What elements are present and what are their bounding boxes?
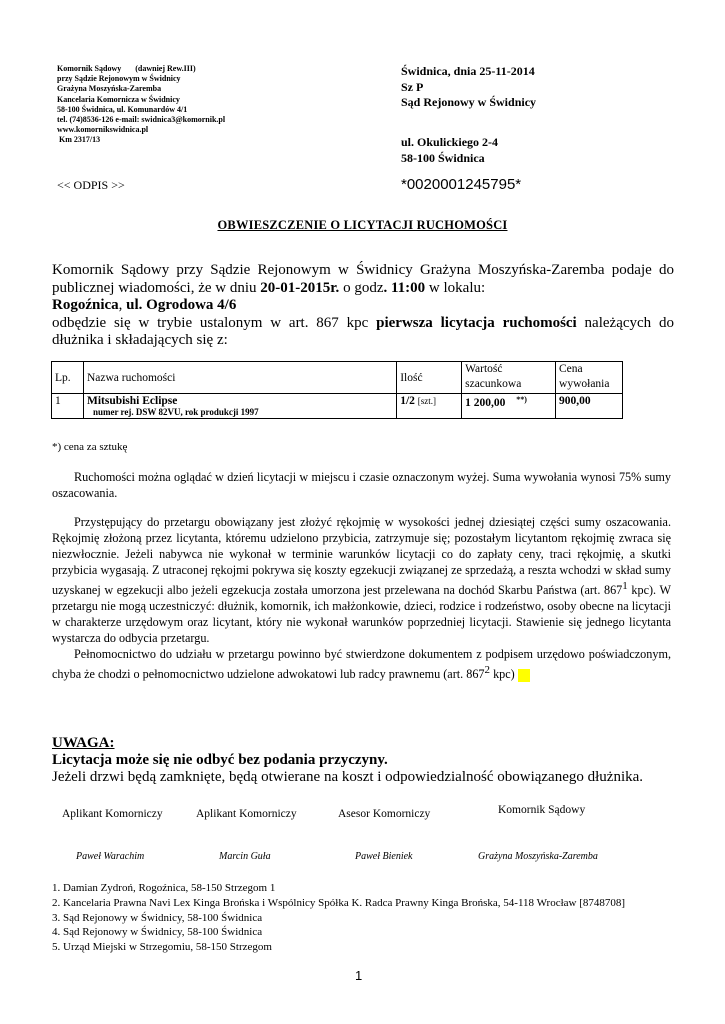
header-line: 58-100 Świdnica, ul. Komunardów 4/1: [57, 104, 188, 114]
item-price: 900,00: [559, 395, 591, 407]
proxy-text: kpc): [490, 667, 515, 682]
header-line: Komornik Sądowy (dawniej Rew.III): [57, 64, 196, 73]
warning-line: Jeżeli drzwi będą zamknięte, będą otwierane na koszt i odpowiedzialność obowiązanego dłużnika.: [52, 769, 644, 785]
list-item: 2. Kancelaria Prawna Navi Lex Kinga Brońska i Wspólnicy Spółka K. Radca Prawny Kinga Brońska, 54-118 Wrocław [8748708]: [52, 896, 626, 909]
deposit-paragraph: [52, 514, 671, 646]
item-name: Mitsubishi Eclipse: [86, 395, 178, 407]
items-table: [51, 361, 623, 419]
copy-label: << ODPIS >>: [57, 178, 125, 192]
proxy-paragraph: [52, 646, 671, 682]
intro-text: w lokalu:: [425, 279, 486, 296]
table-row: [52, 394, 623, 419]
bailiff-header: [57, 64, 225, 146]
header-name: Nazwa ruchomości: [83, 362, 396, 394]
date-and-recipient: [401, 64, 536, 111]
intro-text: należących do dłużnika i składających się z:: [52, 314, 674, 348]
proxy-text: Pełnomocnictwo do udziału w przetargu powinno być stwierdzone dokumentem z podpisem urzędowo poświadczonym, chyba że chodzi o pełnomocnictwo udzielone adwokatowi lub radcy prawnemu (art. 867: [52, 647, 671, 682]
document-title: OBWIESZCZENIE O LICYTACJI RUCHOMOŚCI: [217, 218, 508, 232]
signature-name: Paweł Bieniek: [355, 851, 413, 862]
signature-role: Aplikant Komorniczy: [196, 808, 297, 820]
auction-date: 20-01-2015r.: [260, 279, 340, 296]
barcode-text: *0020001245795*: [401, 176, 522, 193]
header-value-line: szacunkowa: [465, 378, 522, 390]
header-value-line: Wartość: [465, 363, 503, 375]
recipient-line: Sz P: [401, 79, 424, 94]
highlight-marker: [518, 669, 530, 682]
item-qty-unit: [szt.]: [417, 396, 437, 406]
article-superscript: 1: [622, 580, 628, 592]
location-separator: ,: [118, 297, 127, 313]
signature-role: Asesor Komorniczy: [338, 808, 431, 820]
auction-type: pierwsza licytacja ruchomości: [376, 314, 577, 331]
table-header-row: [52, 362, 623, 394]
date-line: Świdnica, dnia 25-11-2014: [401, 64, 535, 78]
signature-role: Aplikant Komorniczy: [62, 808, 163, 820]
case-number: Km 2317/13: [57, 135, 101, 145]
address-street: ul. Okulickiego 2-4: [401, 135, 499, 149]
header-lp: Lp.: [52, 362, 84, 394]
article-superscript: 2: [484, 664, 491, 677]
list-item: 1. Damian Zydroń, Rogoźnica, 58-150 Strzegom 1: [52, 882, 276, 894]
value-footnote-mark: **): [516, 395, 527, 404]
footnote: *) cena za sztukę: [52, 441, 128, 453]
header-price-line: Cena: [559, 363, 583, 375]
address-city: 58-100 Świdnica: [401, 150, 485, 165]
signature-role: Komornik Sądowy: [498, 804, 586, 816]
header-qty: Ilość: [397, 362, 462, 394]
header-price-line: wywołania: [559, 378, 610, 390]
item-details: numer rej. DSW 82VU, rok produkcji 1997: [92, 407, 259, 417]
header-line: www.komornikswidnica.pl: [57, 125, 149, 135]
list-item: 5. Urząd Miejski w Strzegomiu, 58-150 Strzegom: [52, 941, 272, 954]
cell-name: [83, 394, 396, 419]
header-line: Kancelaria Komornicza w Świdnicy: [57, 94, 180, 104]
auction-street: ul. Ogrodowa 4/6: [126, 297, 237, 313]
signature-name: Grażyna Moszyńska-Zaremba: [478, 851, 598, 862]
list-item: 3. Sąd Rejonowy w Świdnicy, 58-100 Świdnica: [52, 911, 263, 924]
cell-price: [556, 394, 623, 419]
cell-lp: 1: [52, 394, 84, 419]
item-qty: 1/2: [400, 395, 415, 407]
list-item: 4. Sąd Rejonowy w Świdnicy, 58-100 Świdnica: [52, 926, 263, 939]
warning-line: Licytacja może się nie odbyć bez podania przyczyny.: [52, 752, 388, 768]
recipient-line: Sąd Rejonowy w Świdnicy: [401, 95, 537, 109]
header-line: tel. (74)8536-126 e-mail: swidnica3@komornik.pl: [57, 115, 226, 125]
cell-qty: [397, 394, 462, 419]
distribution-list: [52, 881, 642, 955]
warning-block: [52, 735, 643, 786]
auction-time: . 11:00: [383, 279, 426, 296]
item-value: 1 200,00: [465, 397, 506, 409]
header-line: Grażyna Moszyńska-Zaremba: [57, 84, 162, 94]
header-line: przy Sądzie Rejonowym w Świdnicy: [57, 74, 181, 84]
header-value: [462, 362, 556, 394]
cell-value: [462, 394, 556, 419]
auction-location: Rogoźnica: [52, 297, 119, 313]
signature-name: Paweł Warachim: [76, 851, 145, 862]
signature-name: Marcin Guła: [219, 851, 271, 862]
auction-terms: [52, 469, 671, 695]
intro-text: Komornik Sądowy przy Sądzie Rejonowym w Świdnicy Grażyna Moszyńska-Zaremba podaje do publicznej wiadomości, że w dniu: [52, 262, 674, 296]
recipient-address: [401, 135, 498, 166]
deposit-text: kpc). W przetargu nie mogą uczestniczyć: dłużnik, komornik, ich małżonkowie, dzieci, rodzice i rodzeństwo, osoby obecne na licytacji w charakterze urzędowym oraz licytant, który nie wykonał warunków poprzedniej licytacji. Stawienie się jednego licytanta wystarcza do odbycia przetargu.: [52, 583, 671, 646]
announcement-intro: [52, 262, 674, 350]
warning-heading: UWAGA:: [52, 735, 115, 751]
viewing-paragraph: Ruchomości można oglądać w dzień licytacji w miejscu i czasie oznaczonym wyżej. Suma wywołania wynosi 75% sumy oszacowania.: [52, 470, 671, 500]
page-number: 1: [355, 968, 363, 983]
deposit-text: Przystępujący do przetargu obowiązany jest złożyć rękojmię w wysokości jednej dziesiątej części sumy oszacowania. Rękojmię złożoną przez licytanta, któremu udzielono przybicia, zatrzymuje się; pozostałym licytantom rękojmię zwraca się niezwłocznie. Jeżeli nabywca nie wykonał w terminie warunków licytacji co do zapłaty ceny, traci rękojmię, a skutki przybicia wygasają. Z utraconej rękojmi pokrywa się koszty egzekucji związanej ze sprzedażą, a reszta wchodzi w skład sumy uzyskanej w egzekucji albo jeżeli egzekucja została umorzona jest przelewana na dochód Skarbu Państwa (art. 867: [52, 515, 671, 598]
intro-text: o godz: [339, 279, 384, 296]
header-price: [556, 362, 623, 394]
intro-text: odbędzie się w trybie ustalonym w art. 867 kpc: [52, 314, 377, 331]
